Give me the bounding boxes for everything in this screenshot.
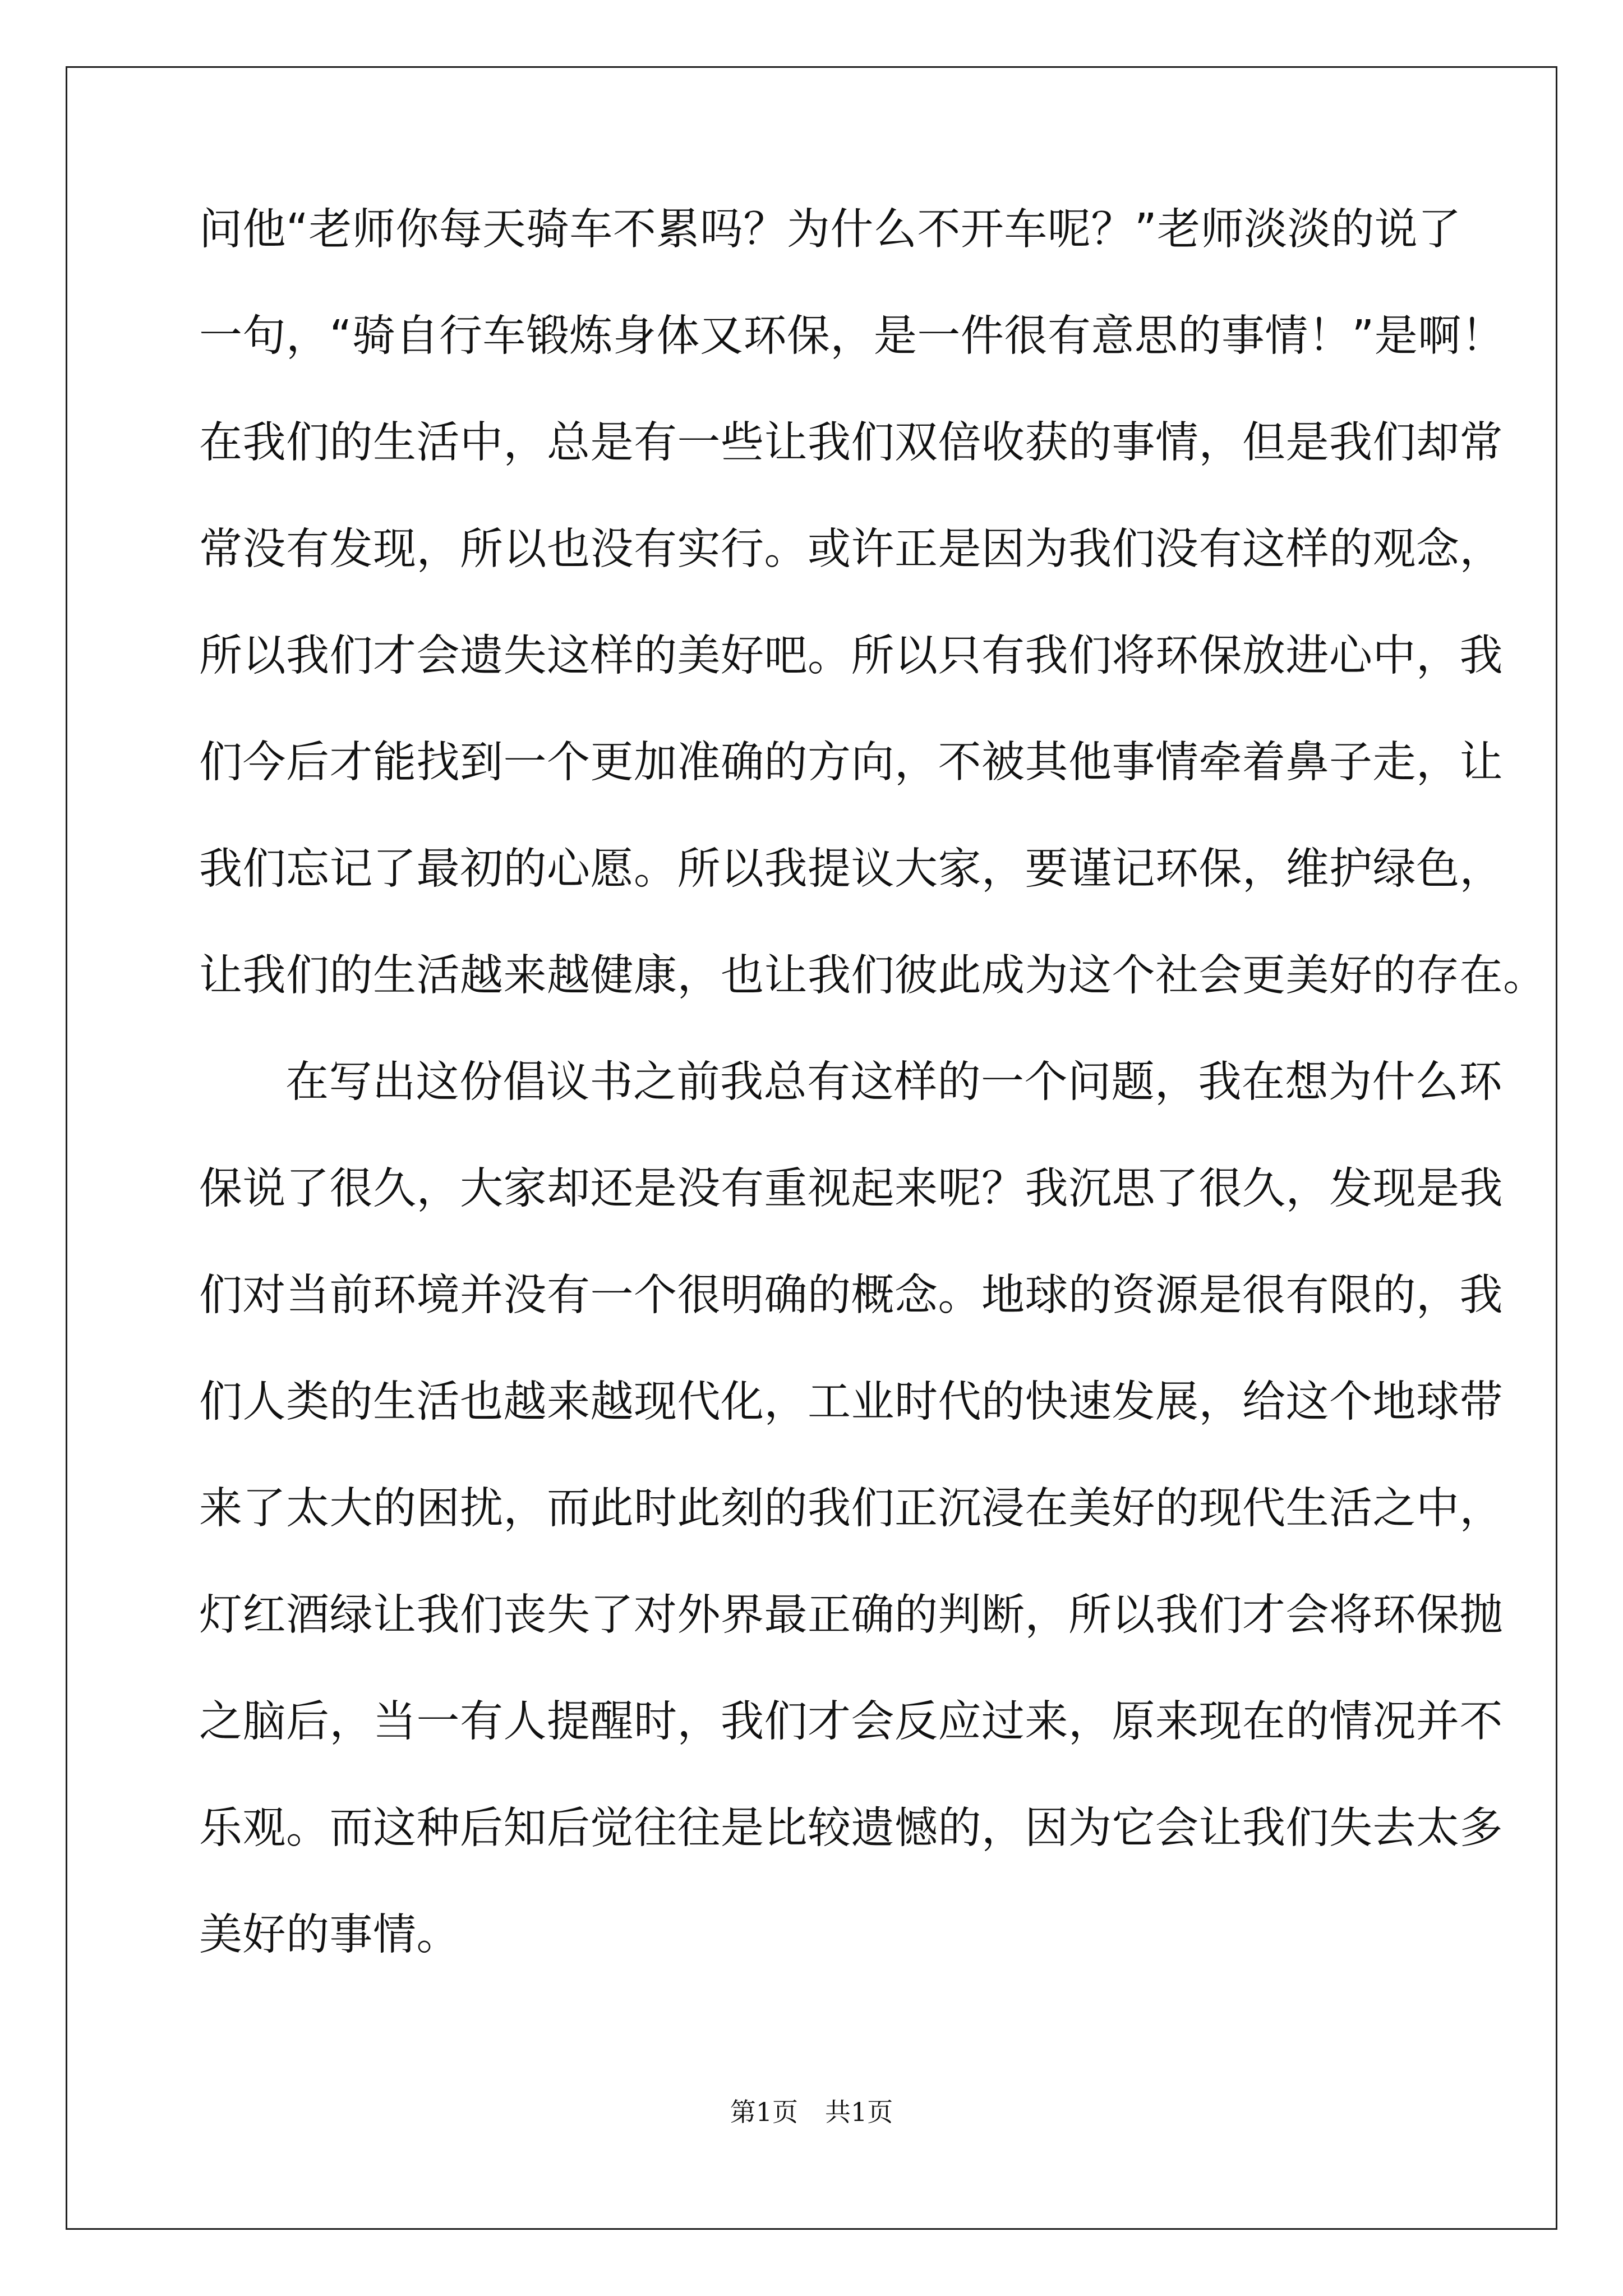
text-line: 来了太大的困扰，而此时此刻的我们正沉浸在美好的现代生活之中， [199,1484,1503,1534]
text-line: 所以我们才会遗失这样的美好吧。所以只有我们将环保放进心中，我 [199,631,1503,681]
page-number: 第1页 [730,2097,798,2127]
page-total: 共1页 [825,2097,893,2127]
text-line: 保说了很久，大家却还是没有重视起来呢？我沉思了很久，发现是我 [199,1164,1503,1214]
text-line: 乐观。而这种后知后觉往往是比较遗憾的，因为它会让我们失去太多 [199,1803,1503,1853]
text-line: 在写出这份倡议书之前我总有这样的一个问题，我在想为什么环 [285,1057,1502,1107]
text-line: 一句，“骑自行车锻炼身体又环保，是一件很有意思的事情！”是啊！ [199,311,1505,361]
text-line: 问他“老师你每天骑车不累吗？为什么不开车呢？”老师淡淡的说了 [199,205,1461,255]
text-line: 们今后才能找到一个更加准确的方向，不被其他事情牵着鼻子走，让 [199,738,1503,788]
text-line: 灯红酒绿让我们丧失了对外界最正确的判断，所以我们才会将环保抛 [199,1590,1503,1640]
text-line: 让我们的生活越来越健康，也让我们彼此成为这个社会更美好的存在。 [199,951,1547,1001]
text-line: 们对当前环境并没有一个很明确的概念。地球的资源是很有限的，我 [199,1271,1503,1320]
page-footer [0,2095,1623,2129]
text-line: 我们忘记了最初的心愿。所以我提议大家，要谨记环保，维护绿色， [199,844,1503,894]
text-line: 美好的事情。 [199,1910,460,1960]
text-line: 们人类的生活也越来越现代化，工业时代的快速发展，给这个地球带 [199,1377,1503,1427]
text-line: 在我们的生活中，总是有一些让我们双倍收获的事情，但是我们却常 [199,418,1503,468]
text-line: 常没有发现，所以也没有实行。或许正是因为我们没有这样的观念， [199,524,1503,574]
text-line: 之脑后，当一有人提醒时，我们才会反应过来，原来现在的情况并不 [199,1697,1503,1747]
